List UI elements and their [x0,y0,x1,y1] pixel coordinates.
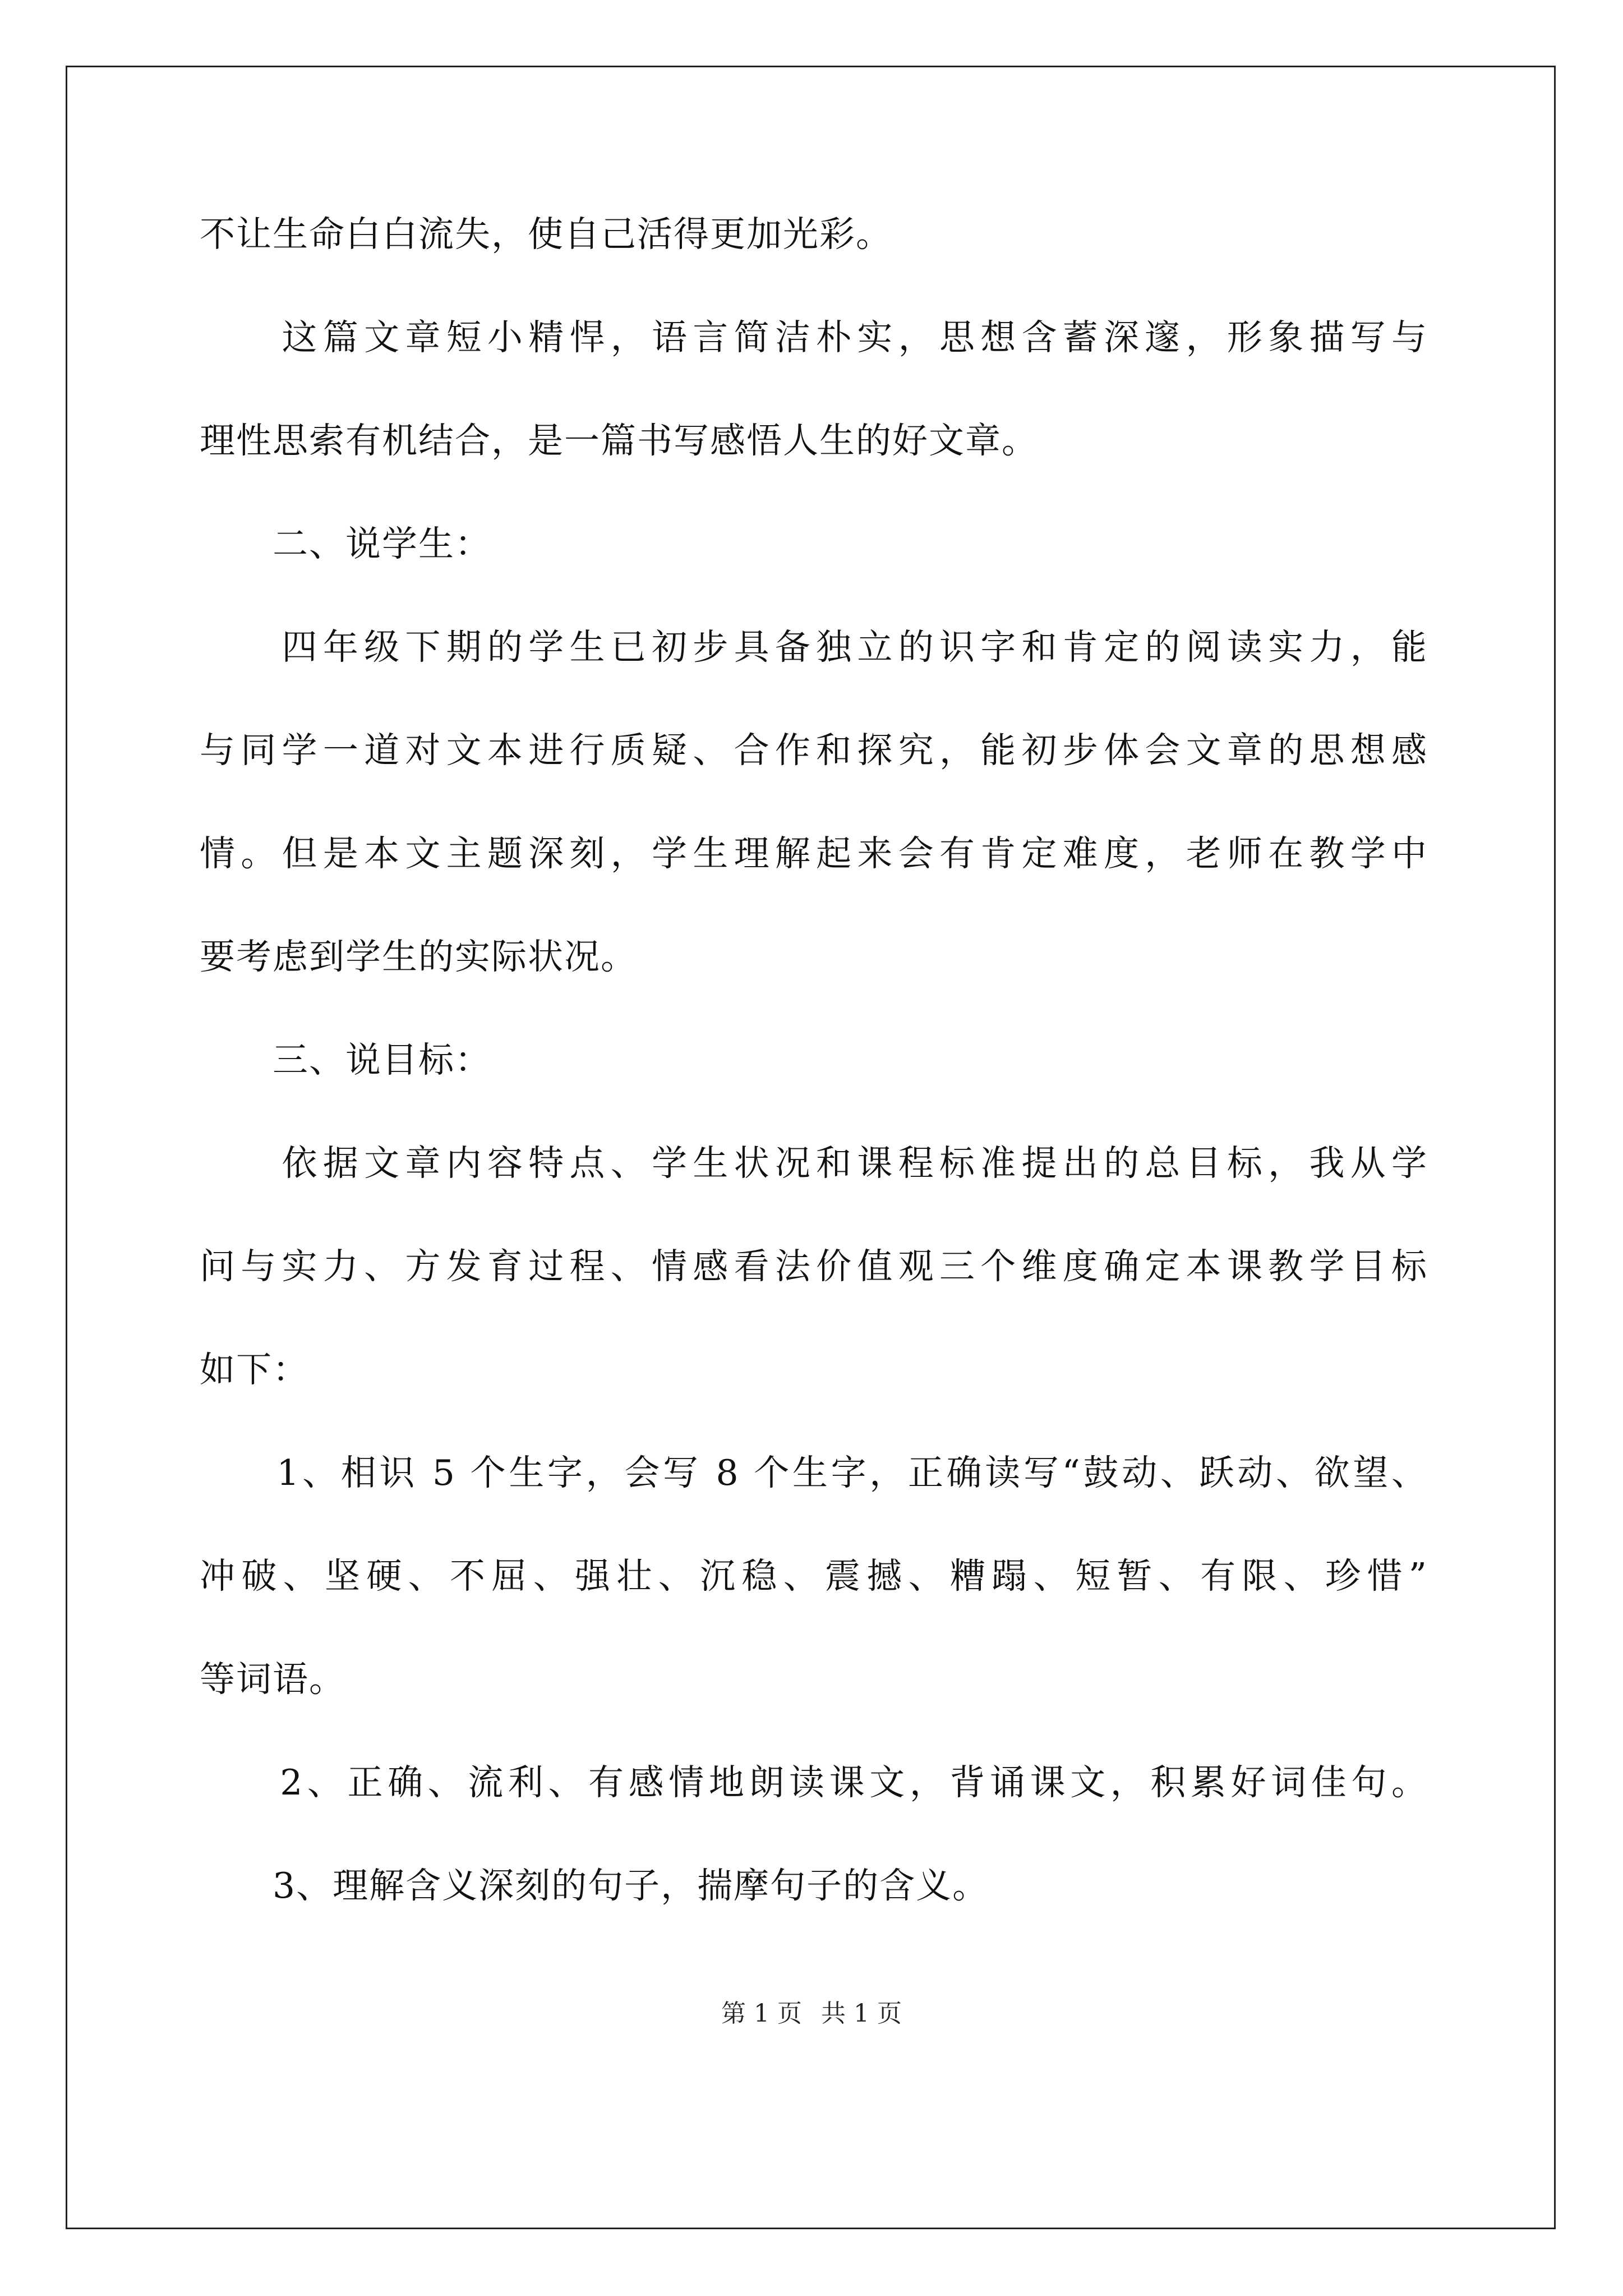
goal-item-2: 2、正确、流利、有感情地朗读课文，背诵课文，积累好词佳句。 [200,1762,1428,1803]
text-line-8: 要考虑到学生的实际状况。 [200,936,637,977]
text-line-10: 依据文章内容特点、学生状况和课程标准提出的总目标，我从学 [200,1143,1428,1184]
goal-item-1-line-3: 等词语。 [200,1659,345,1700]
text-line-12: 如下： [200,1349,309,1390]
goal-item-1-line-1: 1、相识 5 个生字，会写 8 个生字，正确读写“鼓动、跃动、欲望、 [200,1452,1428,1493]
text-line-1: 不让生命白白流失，使自己活得更加光彩。 [200,214,892,255]
section-heading-students: 二、说学生： [200,523,491,564]
goal-item-1-line-2: 冲破、坚硬、不屈、强壮、沉稳、震撼、糟蹋、短暂、有限、珍惜” [200,1556,1428,1596]
page-footer [0,1997,1623,2031]
goal-item-3: 3、理解含义深刻的句子，揣摩句子的含义。 [200,1865,989,1906]
section-heading-goals: 三、说目标： [200,1039,491,1080]
text-line-2: 这篇文章短小精悍，语言简洁朴实，思想含蓄深邃，形象描写与 [200,317,1428,358]
text-line-6: 与同学一道对文本进行质疑、合作和探究，能初步体会文章的思想感 [200,730,1428,771]
text-line-3: 理性思索有机结合，是一篇书写感悟人生的好文章。 [200,420,1038,461]
page-total: 共 1 页 [821,1999,902,2028]
page-number: 第 1 页 [721,1999,802,2028]
text-line-11: 问与实力、方发育过程、情感看法价值观三个维度确定本课教学目标 [200,1246,1428,1287]
text-line-5: 四年级下期的学生已初步具备独立的识字和肯定的阅读实力，能 [200,627,1428,668]
text-line-7: 情。但是本文主题深刻，学生理解起来会有肯定难度，老师在教学中 [200,833,1428,874]
